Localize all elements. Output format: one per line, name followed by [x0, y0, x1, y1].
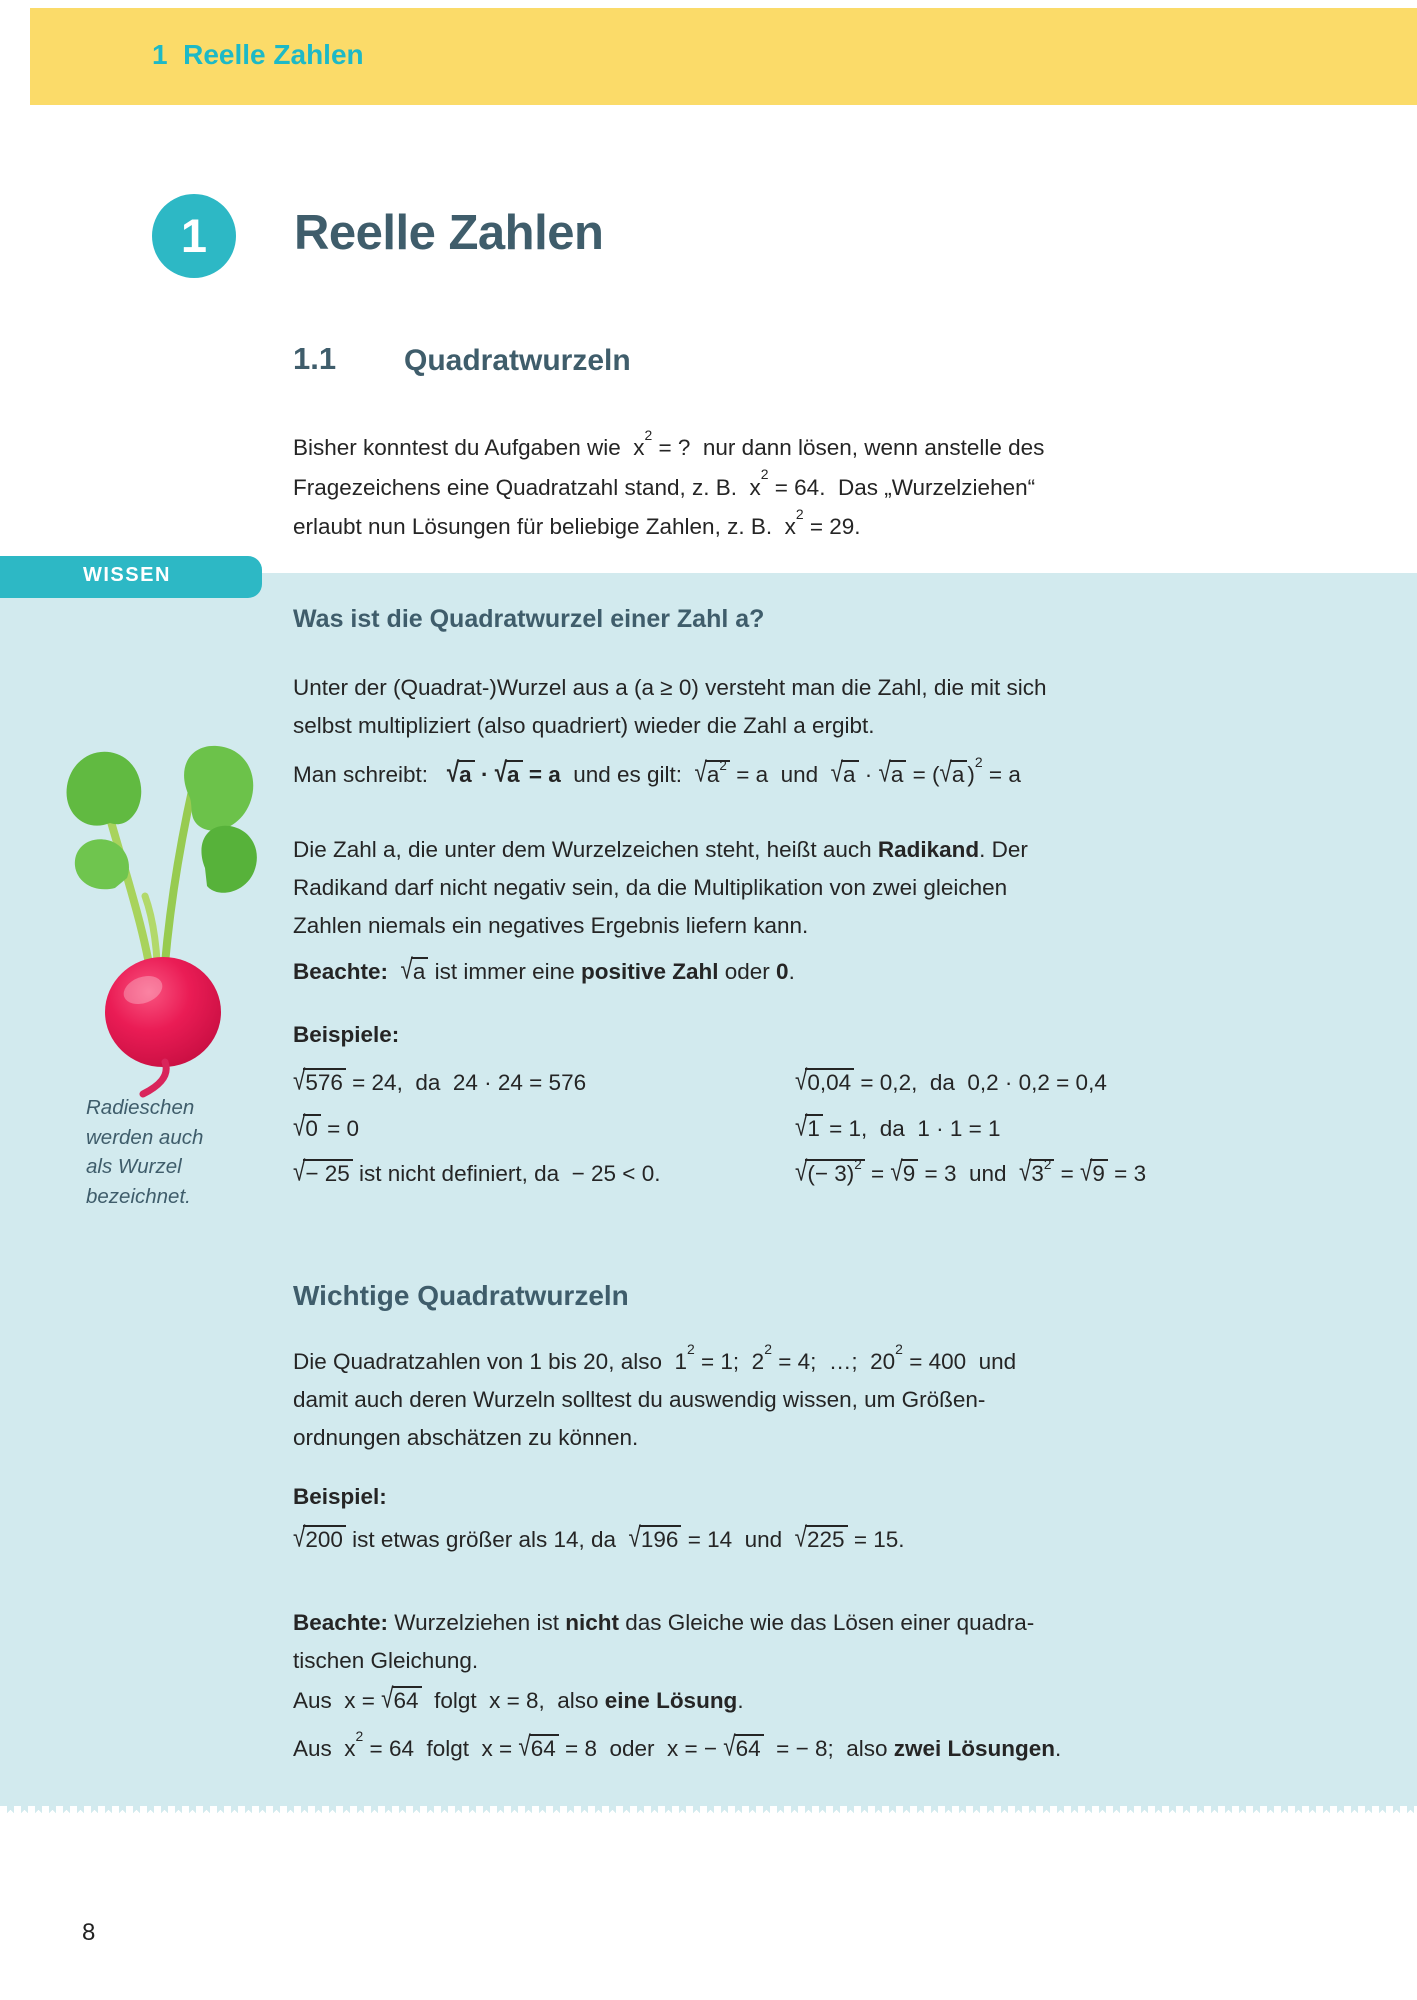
important-roots-heading: Wichtige Quadratwurzeln: [293, 1280, 629, 1311]
one-solution-line: Aus x = √64 folgt x = 8, also eine Lösung.: [293, 1682, 744, 1714]
wissen-tab-label: WISSEN: [83, 564, 171, 586]
running-header-title: 1 Reelle Zahlen: [152, 39, 364, 70]
example-row-3-left: √− 25 ist nicht definiert, da − 25 < 0.: [293, 1155, 661, 1187]
radish-caption: Radieschen werden auch als Wurzel bezeichnet.: [86, 1096, 204, 1208]
definition-paragraph: Unter der (Quadrat-)Wurzel aus a (a ≥ 0) versteht man die Zahl, die mit sich selbst multipliziert (also quadriert) wieder die Zahl a ergibt.: [293, 675, 1047, 738]
section-number: 1.1: [293, 341, 337, 376]
note-positive-line: Beachte: √a ist immer eine positive Zahl oder 0.: [293, 953, 795, 985]
example-row-2-left: √0 = 0: [293, 1110, 360, 1142]
intro-paragraph: Bisher konntest du Aufgaben wie $x^2$ = ? nur dann lösen, wenn anstelle des Fragezeichens eine Quadratzahl stand, z. B. $x^2 = 64$. Das „Wurzelziehen“ erlaubt nun Lösungen für beliebige Zahlen, z. B. $x^2 = 29$.: [293, 426, 1045, 539]
wissen-tab: [0, 556, 262, 598]
running-header: [30, 8, 1417, 105]
example-row-1-left: √576 = 24, da 24 · 24 = 576: [293, 1064, 587, 1096]
note-solving-paragraph: Beachte: Wurzelziehen ist nicht das Gleiche wie das Lösen einer quadra- tischen Gleichung.: [293, 1610, 1035, 1673]
radish-leaf: [201, 826, 256, 893]
radish-bulb: [105, 957, 221, 1067]
example-row-3-right: √(− 3)$^2$ = √9 = 3 und $√3^2 = √9 = 3$: [795, 1155, 1147, 1187]
examples-label: Beispiele:: [293, 1022, 400, 1047]
squares-paragraph: Die Quadratzahlen von 1 bis 20, also $1^2 = 1$; $2^2 = 4$; …; $20^2 = 400$ und damit auch deren Wurzeln solltest du auswendig wissen, um Größen- ordnungen abschätzen zu können.: [293, 1340, 1017, 1450]
question-heading: Was ist die Quadratwurzel einer Zahl a?: [293, 605, 765, 633]
knowledge-box-torn-edge: [0, 1806, 1417, 1816]
two-solutions-line: Aus $x^2 = 64$ folgt x = √64 = 8 oder x = − √64 = − 8; also zwei Lösungen.: [293, 1727, 1062, 1762]
chapter-number-badge: 1: [152, 194, 236, 278]
example-label: Beispiel:: [293, 1484, 387, 1509]
notation-line: Man schreibt: √a · √a = a und es gilt: $√a^2 = a$ und √a · √a = (√a )$^2$ = a: [293, 753, 1021, 788]
radish-root-tail: [143, 1062, 166, 1094]
estimate-line: √200 ist etwas größer als 14, da √196 = 14 und √225 = 15.: [293, 1521, 905, 1553]
example-row-2-right: √1 = 1, da 1 · 1 = 1: [795, 1110, 1001, 1142]
page-number: 8: [82, 1919, 96, 1946]
radish-leaf: [67, 752, 142, 826]
radicand-paragraph: Die Zahl a, die unter dem Wurzelzeichen steht, heißt auch Radikand. Der Radikand darf nicht negativ sein, da die Multiplikation von zwei gleichen Zahlen niemals ein negatives Ergebnis liefern kann.: [293, 837, 1028, 938]
radish-leaf: [184, 746, 253, 831]
example-row-1-right: √0,04 = 0,2, da 0,2 · 0,2 = 0,4: [795, 1064, 1107, 1096]
section-title: Quadratwurzeln: [404, 344, 631, 377]
radish-photo: [55, 738, 265, 1098]
chapter-title: Reelle Zahlen: [294, 206, 604, 260]
